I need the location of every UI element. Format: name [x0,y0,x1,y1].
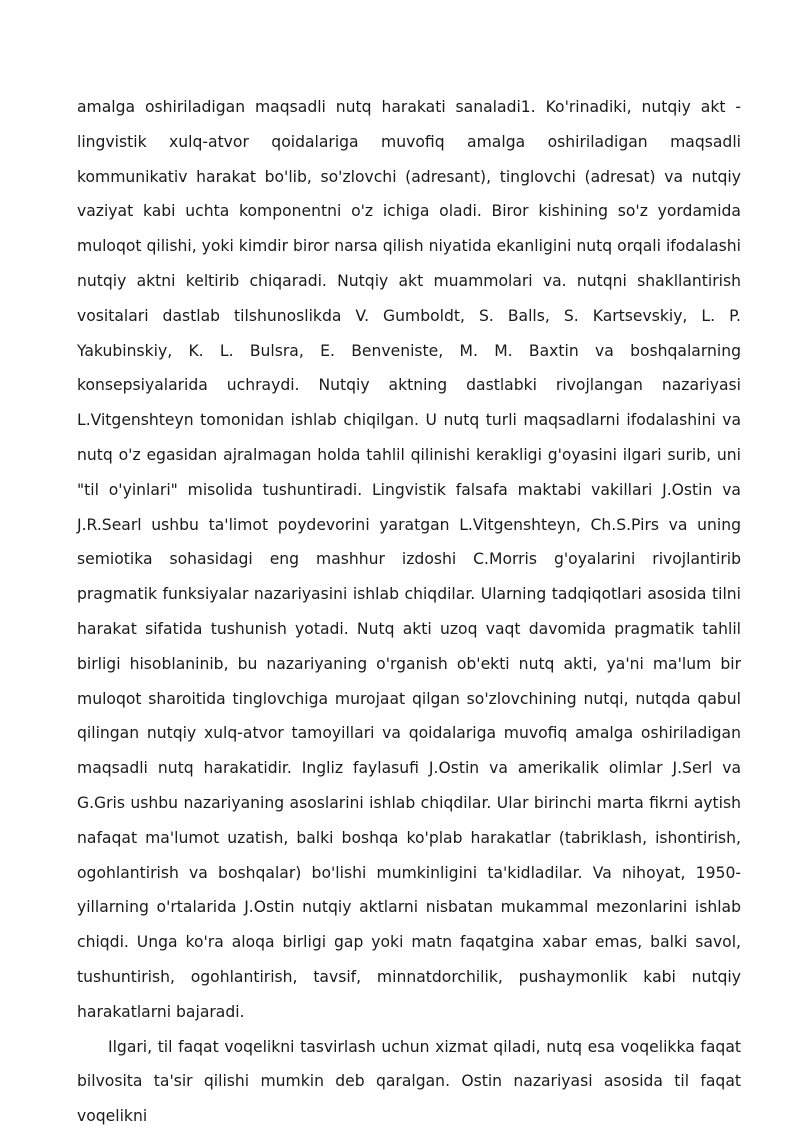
document-body [77,90,741,1134]
paragraph-1: amalga oshiriladigan maqsadli nutq harakati sanaladi1. Ko'rinadiki, nutqiy akt -lingvistik xulq-atvor qoidalariga muvofiq amalga oshiriladigan maqsadli kommunikativ harakat bo'lib, so'zlovchi (adresant), tinglovchi (adresat) va nutqiy vaziyat kabi uchta komponentni o'z ichiga oladi. Biror kishining so'z yordamida muloqot qilishi, yoki kimdir biror narsa qilish niyatida ekanligini nutq orqali ifodalashi nutqiy aktni keltirib chiqaradi. Nutqiy akt muammolari va. nutqni shakllantirish vositalari dastlab tilshunoslikda V. Gumboldt, S. Balls, S. Kartsevskiy, L. P. Yakubinskiy, K. L. Bulsra, E. Benveniste, M. M. Baxtin va boshqalarning konsepsiyalarida uchraydi. Nutqiy aktning dastlabki rivojlangan nazariyasi L.Vitgenshteyn tomonidan ishlab chiqilgan. U nutq turli maqsadlarni ifodalashini va nutq o'z egasidan ajralmagan holda tahlil qilinishi kerakligi g'oyasini ilgari surib, uni "til o'yinlari" misolida tushuntiradi. Lingvistik falsafa maktabi vakillari J.Ostin va J.R.Searl ushbu ta'limot poydevorini yaratgan L.Vitgenshteyn, Ch.S.Pirs va uning semiotika sohasidagi eng mashhur izdoshi C.Morris g'oyalarini rivojlantirib pragmatik funksiyalar nazariyasini ishlab chiqdilar. Ularning tadqiqotlari asosida tilni harakat sifatida tushunish yotadi. Nutq akti uzoq vaqt davomida pragmatik tahlil birligi hisoblaninib, bu nazariyaning o'rganish ob'ekti nutq akti, ya'ni ma'lum bir muloqot sharoitida tinglovchiga murojaat qilgan so'zlovchining nutqi, nutqda qabul qilingan nutqiy xulq-atvor tamoyillari va qoidalariga muvofiq amalga oshiriladigan maqsadli nutq harakatidir. Ingliz faylasufi J.Ostin va amerikalik olimlar J.Serl va G.Gris ushbu nazariyaning asoslarini ishlab chiqdilar. Ular birinchi marta fikrni aytish nafaqat ma'lumot uzatish, balki boshqa ko'plab harakatlar (tabriklash, ishontirish, ogohlantirish va boshqalar) bo'lishi mumkinligini ta'kidladilar. Va nihoyat, 1950-yillarning o'rtalarida J.Ostin nutqiy aktlarni nisbatan mukammal mezonlarini ishlab chiqdi. Unga ko'ra aloqa birligi gap yoki matn faqatgina xabar emas, balki savol, tushuntirish, ogohlantirish, tavsif, minnatdorchilik, pushaymonlik kabi nutqiy harakatlarni bajaradi. [77,98,741,1021]
paragraph-2: Ilgari, til faqat voqelikni tasvirlash uchun xizmat qiladi, nutq esa voqelikka faqat bilvosita ta'sir qilishi mumkin deb qaralgan. Ostin nazariyasi asosida til faqat voqelikni [77,1037,741,1126]
